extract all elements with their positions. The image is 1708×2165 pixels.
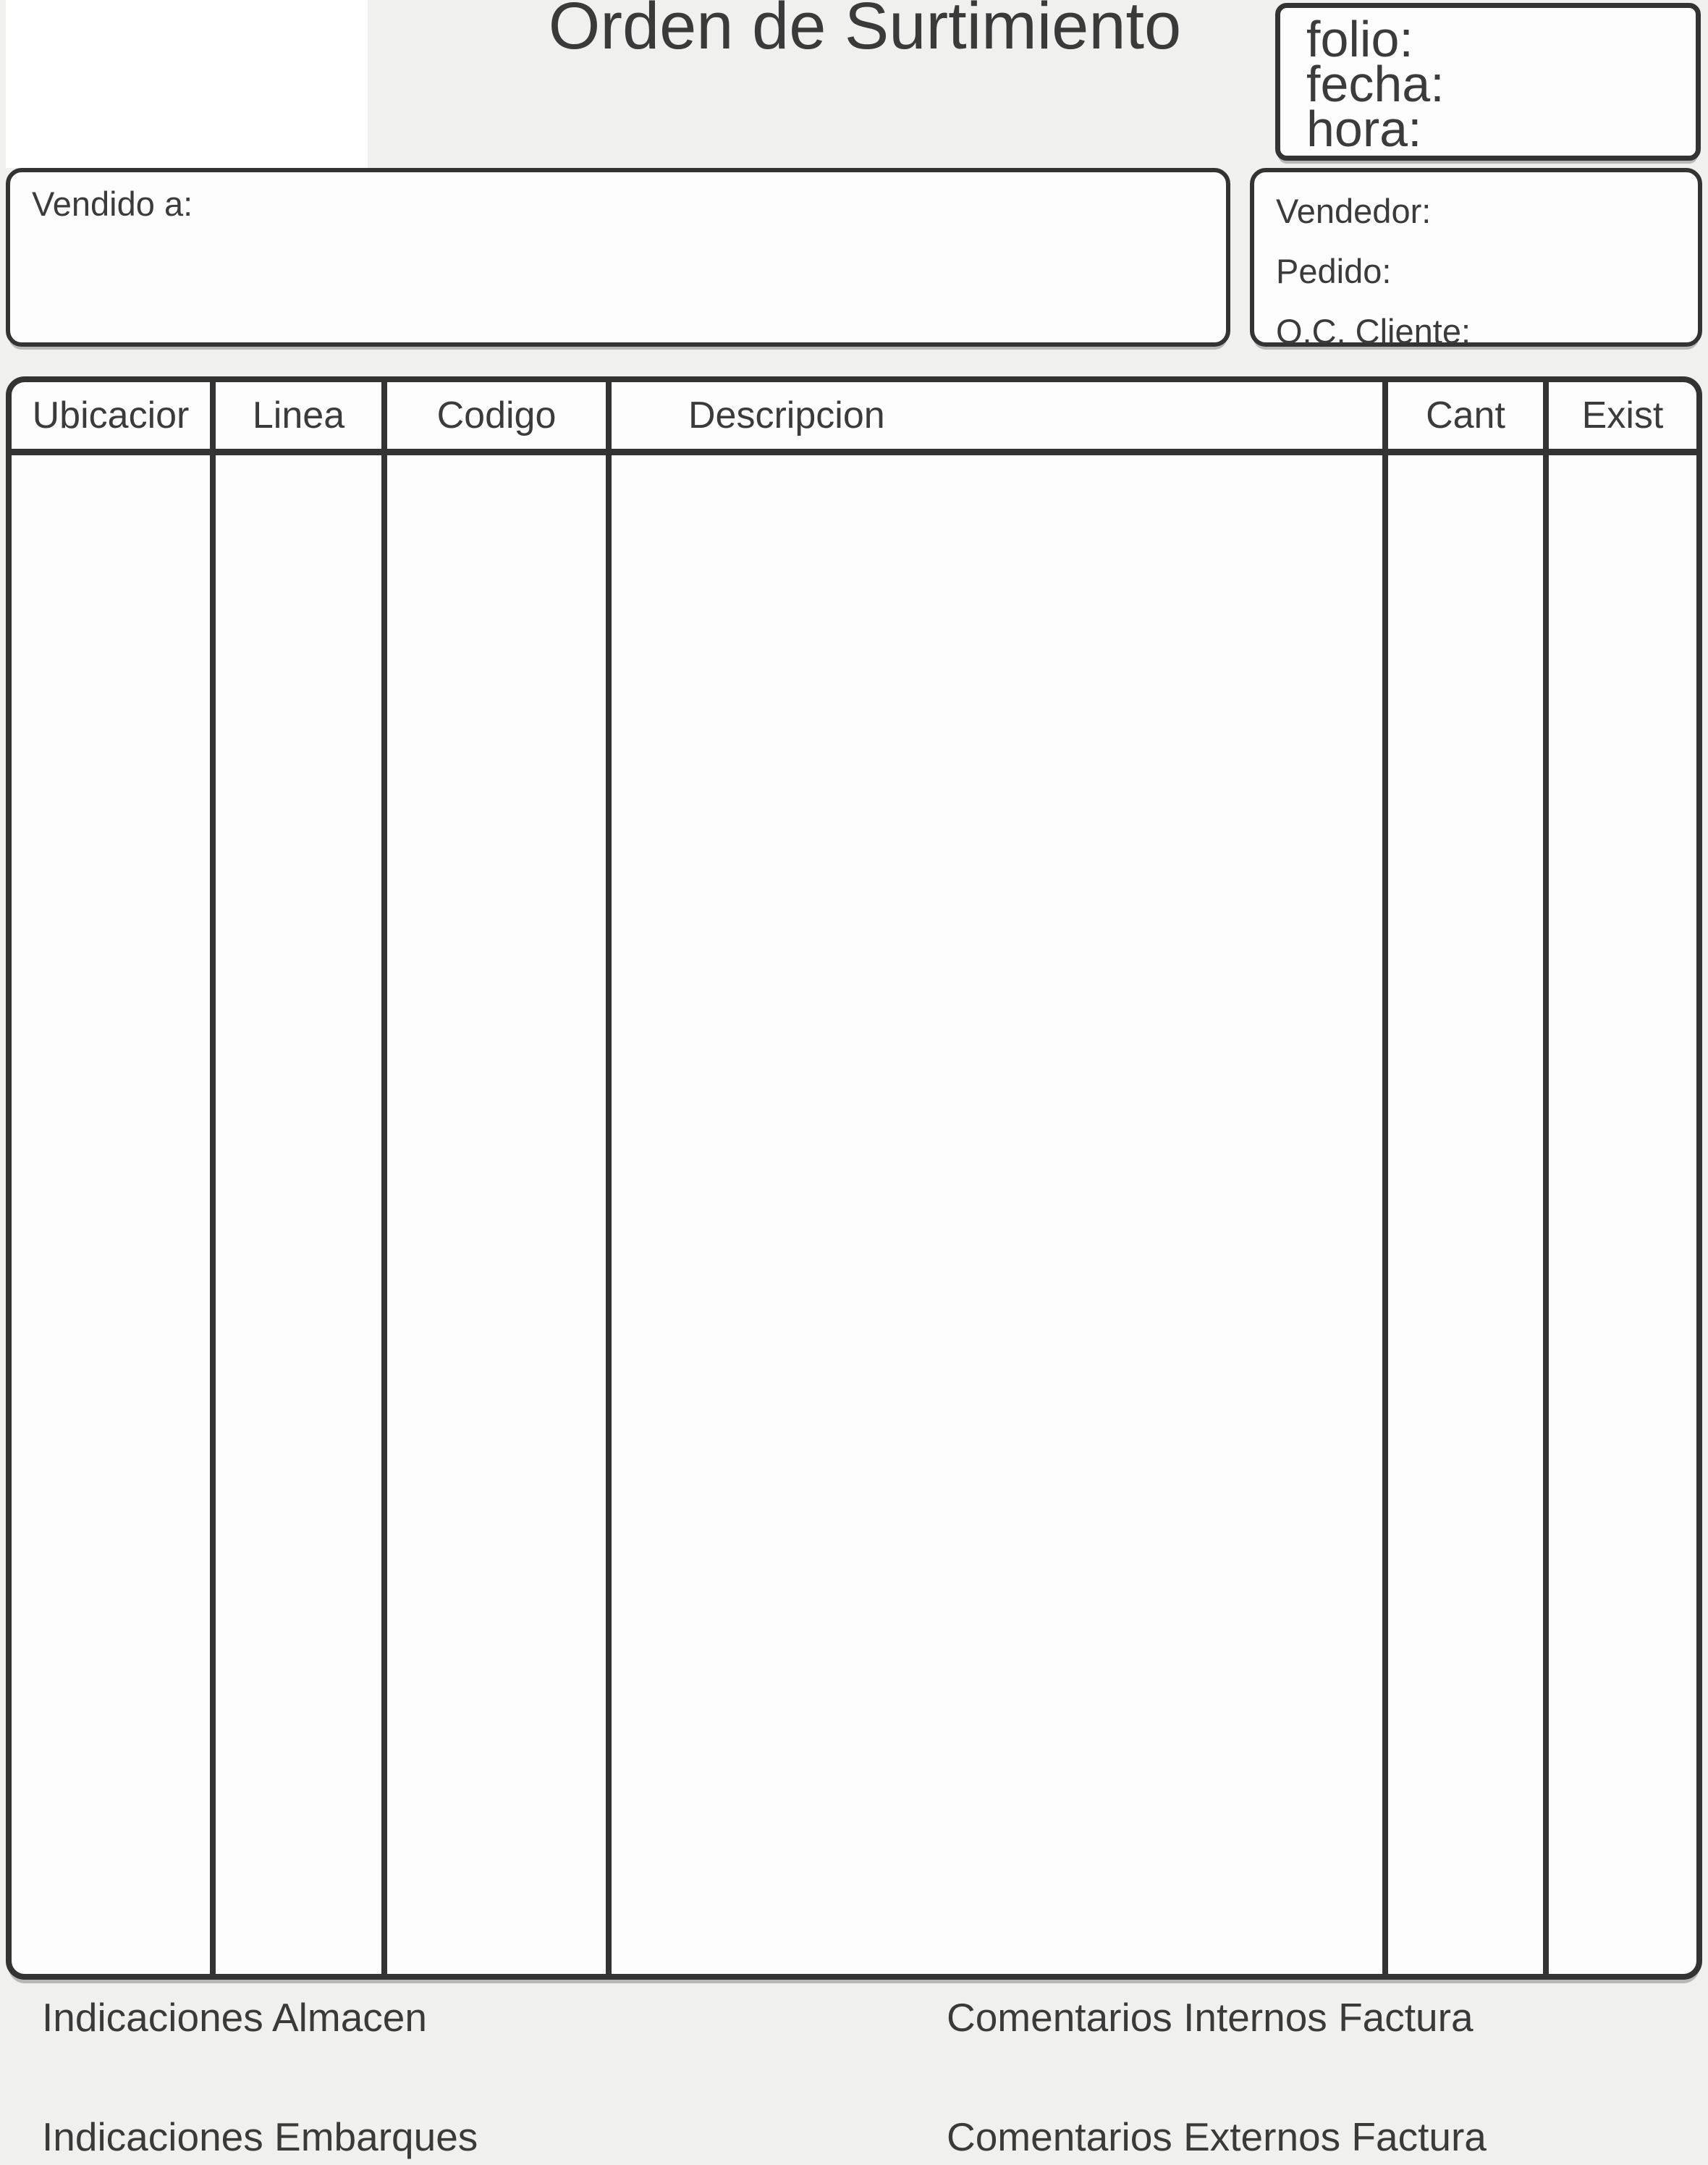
hora-field[interactable] bbox=[1306, 101, 1696, 157]
hora-label: hora: bbox=[1306, 101, 1422, 157]
items-table bbox=[6, 376, 1702, 1980]
shipping-instructions-label: Indicaciones Embarques bbox=[42, 2114, 478, 2159]
codigo-column-fill-area[interactable] bbox=[387, 455, 612, 1974]
table-body-row bbox=[12, 455, 1696, 1974]
internal-invoice-comments-label: Comentarios Internos Factura bbox=[947, 1995, 1474, 2040]
column-header-linea: Linea bbox=[216, 382, 387, 449]
folio-box bbox=[1275, 3, 1701, 161]
page-title: Orden de Surtimiento bbox=[548, 0, 1182, 63]
vendor-box bbox=[1250, 168, 1702, 350]
column-header-codigo: Codigo bbox=[387, 382, 612, 449]
pedido-field[interactable] bbox=[1276, 241, 1698, 301]
table-header-row bbox=[12, 382, 1696, 455]
column-header-exist: Exist bbox=[1581, 394, 1664, 436]
external-invoice-comments-label: Comentarios Externos Factura bbox=[947, 2114, 1487, 2159]
oc-cliente-label: O.C. Cliente: bbox=[1276, 312, 1471, 350]
column-header-cant: Cant bbox=[1388, 382, 1549, 449]
folio-field[interactable] bbox=[1306, 11, 1696, 67]
linea-column-fill-area[interactable] bbox=[216, 455, 387, 1974]
logo-placeholder bbox=[6, 0, 368, 168]
pedido-label: Pedido: bbox=[1276, 252, 1392, 290]
oc-cliente-field[interactable] bbox=[1276, 301, 1698, 361]
vendedor-label: Vendedor: bbox=[1276, 192, 1432, 230]
warehouse-instructions-label: Indicaciones Almacen bbox=[42, 1995, 427, 2040]
sold-to-field[interactable] bbox=[6, 168, 1230, 347]
column-header-ubicacion: Ubicacior bbox=[12, 382, 216, 449]
fecha-label: fecha: bbox=[1306, 56, 1445, 112]
column-header-descripcion: Descripcion bbox=[612, 382, 1388, 449]
descripcion-column-fill-area[interactable] bbox=[612, 455, 1388, 1974]
cant-column-fill-area[interactable] bbox=[1388, 455, 1549, 1974]
vendedor-field[interactable] bbox=[1276, 181, 1698, 241]
exist-column-fill-area[interactable] bbox=[1549, 455, 1696, 1974]
sold-to-label: Vendido a: bbox=[32, 185, 193, 223]
folio-label: folio: bbox=[1306, 11, 1413, 67]
ubicacion-column-fill-area[interactable] bbox=[12, 455, 216, 1974]
fecha-field[interactable] bbox=[1306, 56, 1696, 112]
